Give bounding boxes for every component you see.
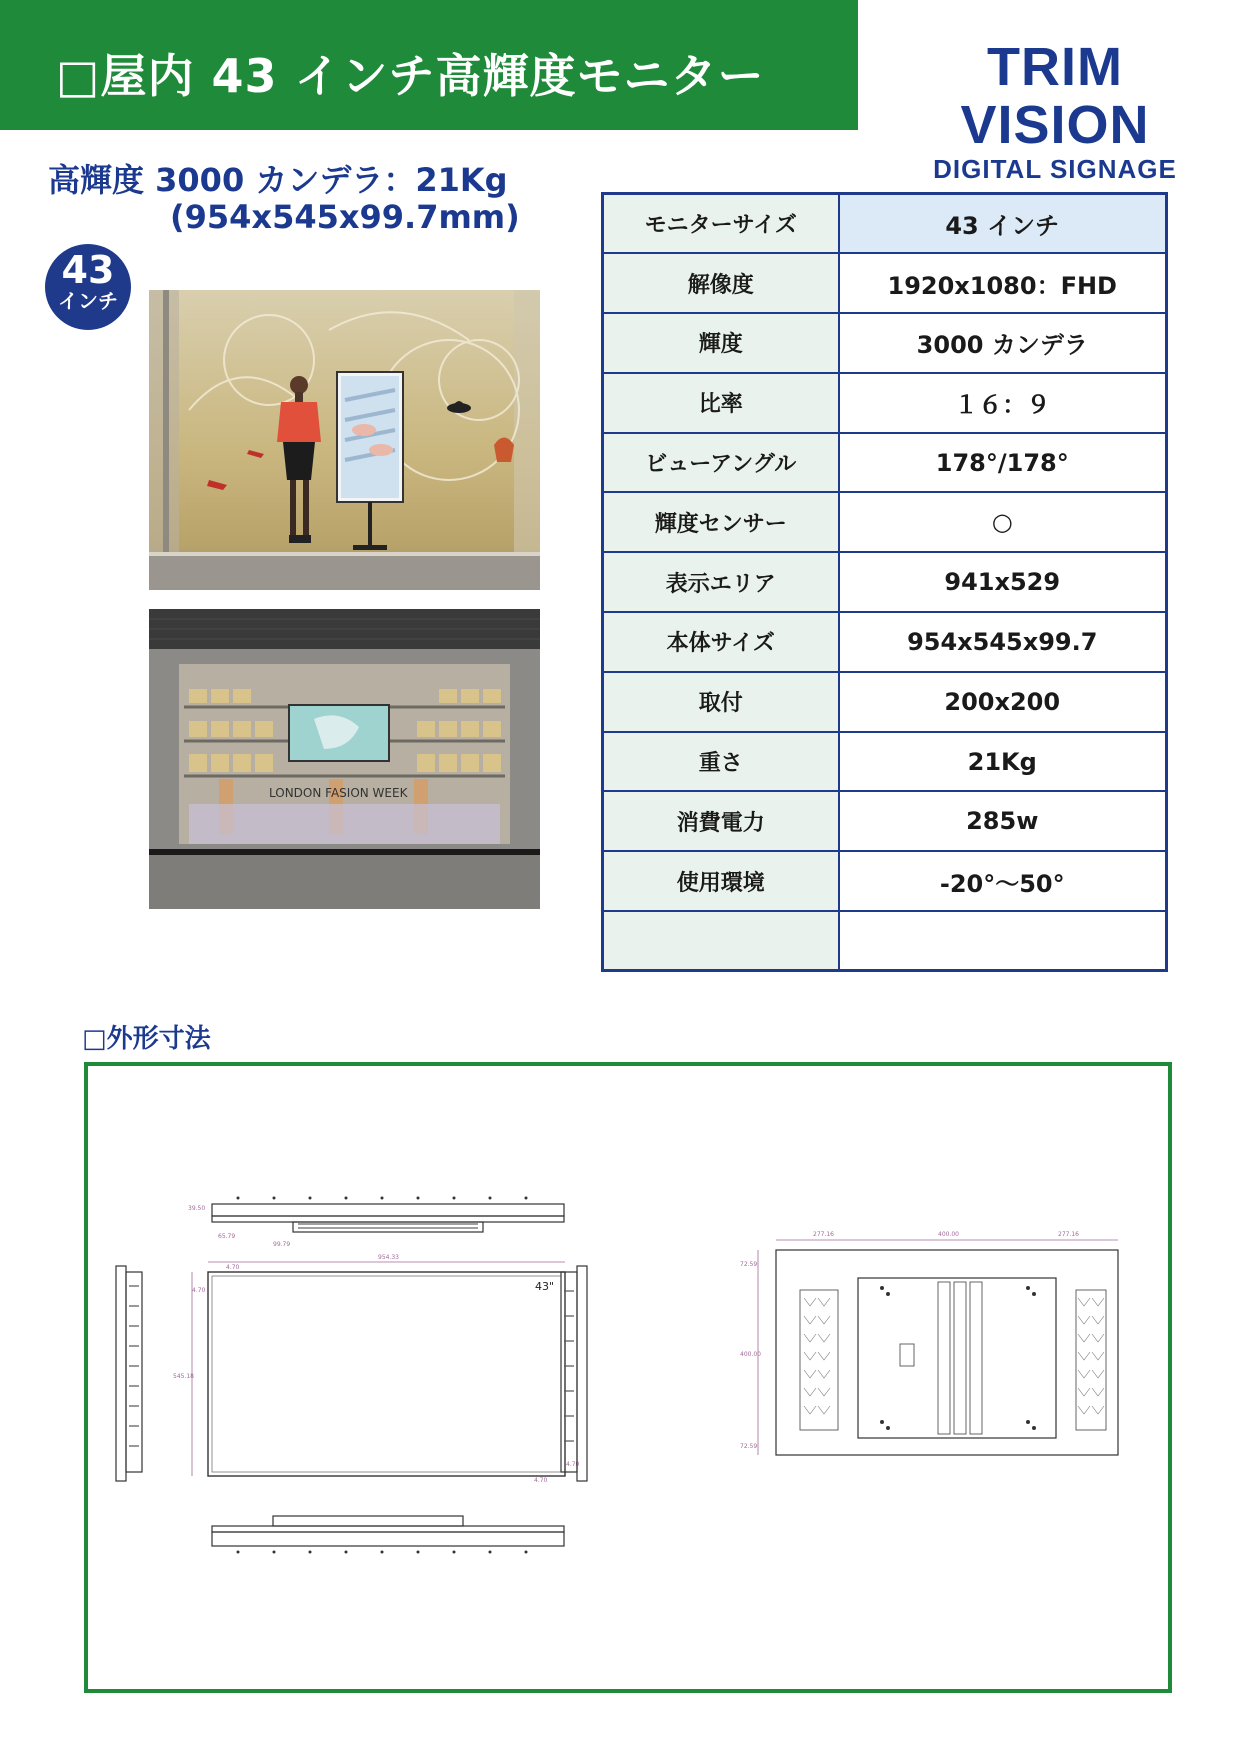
front-view-drawing <box>208 1272 565 1476</box>
spec-label <box>603 911 839 971</box>
bottom-view-drawing <box>212 1516 564 1554</box>
bezel-label-left: 4.70 <box>192 1287 206 1294</box>
header-band <box>0 0 858 130</box>
spec-row-empty <box>603 911 1167 971</box>
spec-row-aspect-ratio <box>603 373 1167 433</box>
spec-value: 954x545x99.7 <box>839 612 1167 672</box>
spec-row-brightness <box>603 313 1167 373</box>
left-side-view <box>116 1266 142 1481</box>
spec-label: 消費電力 <box>603 791 839 851</box>
spec-value: 285w <box>839 791 1167 851</box>
front-view-labels <box>173 1254 580 1484</box>
spec-value <box>839 911 1167 971</box>
spec-label: ビューアングル <box>603 433 839 493</box>
bezel-label-right: 4.70 <box>566 1461 580 1468</box>
spec-value: ○ <box>839 492 1167 552</box>
spec-label: 重さ <box>603 732 839 792</box>
screen-size-label: 43" <box>535 1280 555 1293</box>
page-title: □屋内 43 インチ高輝度モニター <box>56 49 765 103</box>
spec-row-viewing-angle <box>603 433 1167 493</box>
summary-brightness-weight: 高輝度 3000 カンデラ：21Kg <box>48 161 508 199</box>
spec-row-mounting <box>603 672 1167 732</box>
rear-width-mid-label: 400.00 <box>938 1231 959 1238</box>
spec-value: 43 インチ <box>839 194 1167 254</box>
spec-value: １６：９ <box>839 373 1167 433</box>
spec-row-power <box>603 791 1167 851</box>
spec-label: 解像度 <box>603 253 839 313</box>
spec-label: 取付 <box>603 672 839 732</box>
spec-table <box>601 192 1168 972</box>
spec-label: 輝度センサー <box>603 492 839 552</box>
spec-value: 1920x1080：FHD <box>839 253 1167 313</box>
spec-label: 輝度 <box>603 313 839 373</box>
depth-bottom-label: 99.79 <box>273 1241 291 1248</box>
spec-row-monitor-size <box>603 194 1167 254</box>
bezel-label-top: 4.70 <box>226 1264 240 1271</box>
spec-label: 比率 <box>603 373 839 433</box>
rear-height-bottom-label: 72.59 <box>740 1443 758 1450</box>
shop-window-photo <box>149 290 540 590</box>
spec-value: 3000 カンデラ <box>839 313 1167 373</box>
spec-value: 178°/178° <box>839 433 1167 493</box>
summary-dimensions: (954x545x99.7mm) <box>170 198 520 236</box>
rear-height-mid-label: 400.00 <box>740 1351 761 1358</box>
front-view-dimension-lines <box>192 1262 565 1476</box>
spec-value: 21Kg <box>839 732 1167 792</box>
digital-signage-display <box>337 372 403 550</box>
rear-height-top-label: 72.59 <box>740 1261 758 1268</box>
spec-row-resolution <box>603 253 1167 313</box>
spec-label: 本体サイズ <box>603 612 839 672</box>
spec-value: -20°～50° <box>839 851 1167 911</box>
spec-row-weight <box>603 732 1167 792</box>
spec-label: モニターサイズ <box>603 194 839 254</box>
dimensions-section-title: □外形寸法 <box>82 1024 211 1054</box>
bezel-label-bottom: 4.70 <box>534 1477 548 1484</box>
dimension-drawing-frame <box>84 1062 1172 1693</box>
digital-signage-display <box>289 705 389 761</box>
mannequin <box>277 376 321 543</box>
storefront-photo <box>149 609 540 909</box>
spec-value: 200x200 <box>839 672 1167 732</box>
size-badge-unit: インチ <box>58 289 118 313</box>
spec-row-brightness-sensor <box>603 492 1167 552</box>
rear-view-labels <box>740 1231 1079 1450</box>
depth-mid-label: 65.79 <box>218 1233 236 1240</box>
brand-logo <box>890 38 1220 184</box>
rear-width-right-label: 277.16 <box>1058 1231 1079 1238</box>
brand-name: TRIM VISION <box>960 37 1150 155</box>
spec-label: 表示エリア <box>603 552 839 612</box>
storefront-sign: LONDON FASION WEEK <box>269 786 408 800</box>
width-label: 954.33 <box>378 1254 399 1261</box>
top-view-labels <box>188 1205 290 1248</box>
rear-width-left-label: 277.16 <box>813 1231 834 1238</box>
spec-value: 941x529 <box>839 552 1167 612</box>
top-view-drawing <box>212 1197 564 1233</box>
size-badge <box>45 244 131 330</box>
spec-row-body-size <box>603 612 1167 672</box>
spec-label: 使用環境 <box>603 851 839 911</box>
size-badge-number: 43 <box>61 248 115 292</box>
depth-top-label: 39.50 <box>188 1205 206 1212</box>
rear-view-drawing <box>776 1250 1118 1455</box>
height-label: 545.18 <box>173 1373 194 1380</box>
brand-tagline: DIGITAL SIGNAGE <box>933 154 1177 184</box>
spec-row-display-area <box>603 552 1167 612</box>
spec-row-environment <box>603 851 1167 911</box>
